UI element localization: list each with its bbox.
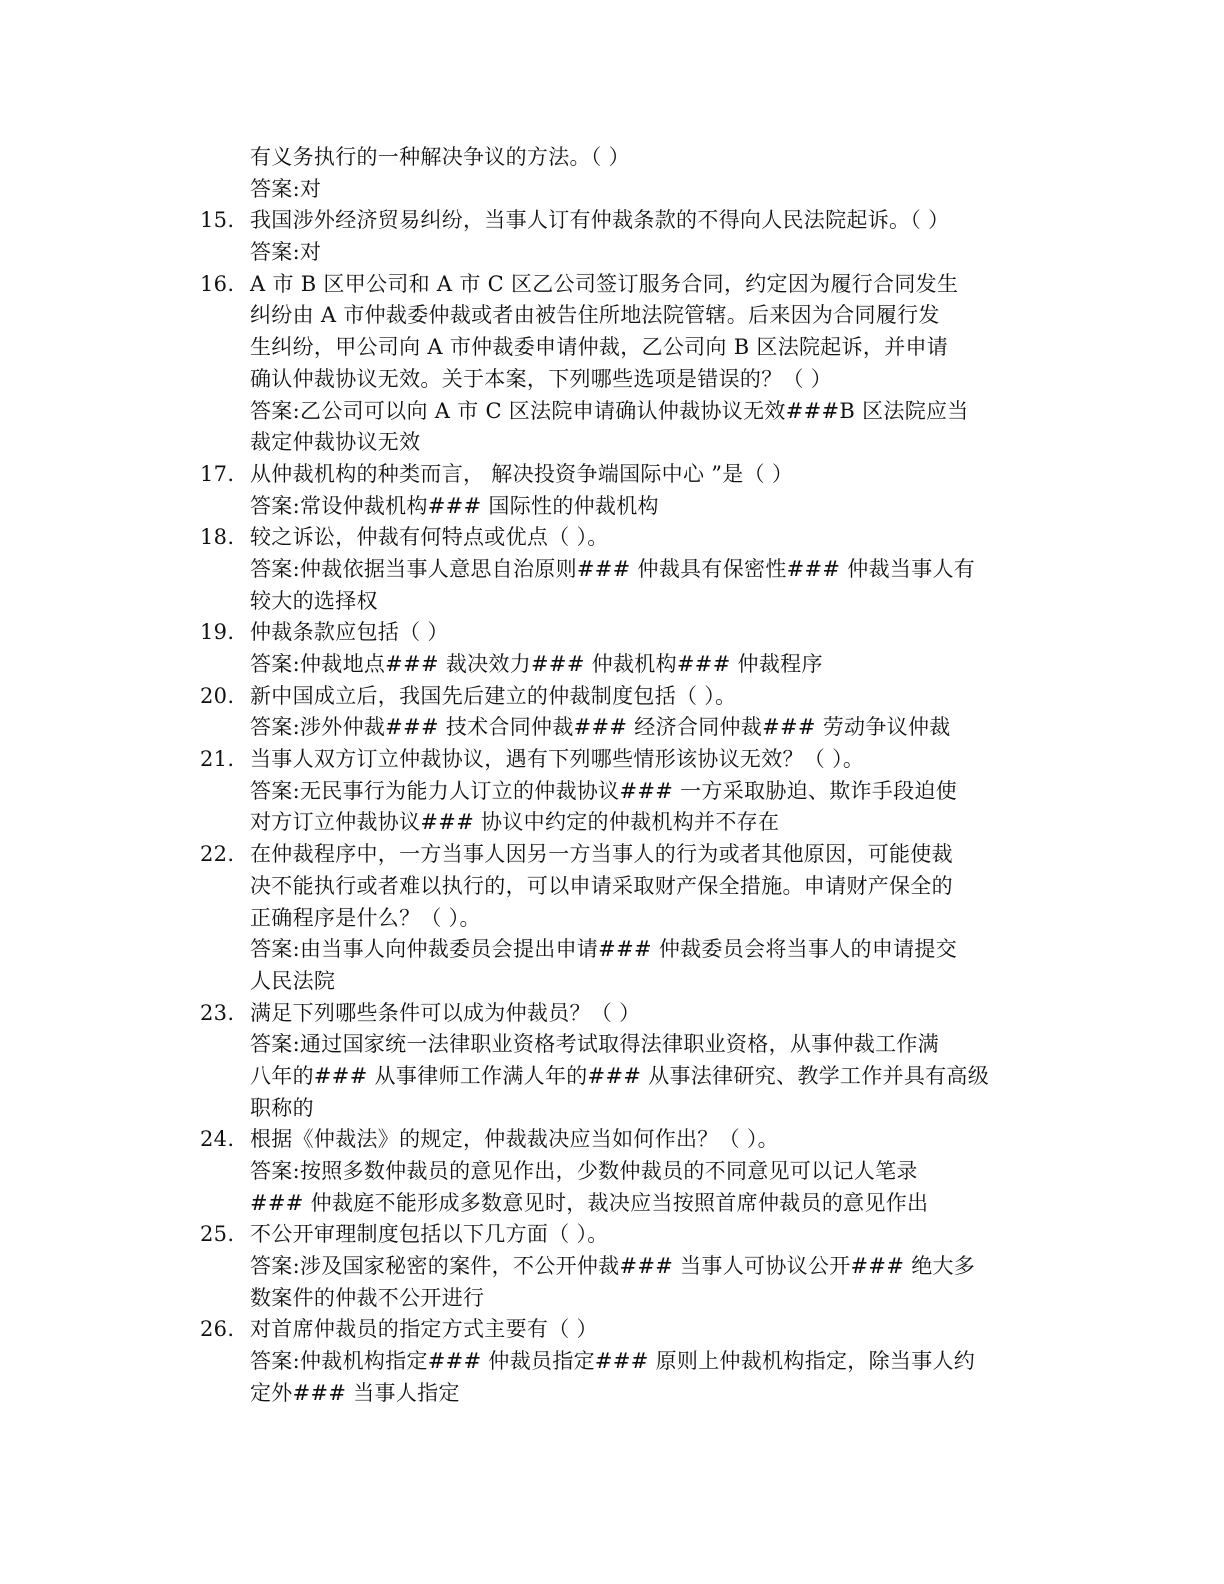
continued-question-text: 有义务执行的一种解决争议的方法。（ ）	[250, 145, 630, 169]
answer-line	[200, 1346, 1050, 1378]
question-line-continued	[200, 300, 1050, 332]
question-text: 确认仲裁协议无效。关于本案，下列哪些选项是错误的？（ ）	[250, 366, 833, 391]
question-number: 17.	[200, 461, 235, 486]
question-line	[200, 744, 1050, 776]
answer-line	[200, 1283, 1050, 1315]
answer-line	[200, 237, 1050, 269]
answer-text: 答案:对	[250, 240, 322, 265]
question-text: 从仲裁机构的种类而言， 解决投资争端国际中心 ”是（ ）	[250, 461, 794, 486]
question-text: 当事人双方订立仲裁协议，遇有下列哪些情形该协议无效？（ ）。	[250, 747, 865, 772]
question-line-continued	[200, 903, 1050, 935]
question-line	[200, 522, 1050, 554]
answer-line	[200, 712, 1050, 744]
answer-line	[200, 1093, 1050, 1125]
question-number: 20.	[200, 683, 235, 708]
answer-text: 答案:无民事行为能力人订立的仲裁协议### 一方采取胁迫、欺诈手段迫使	[250, 778, 958, 803]
question-text: A 市 B 区甲公司和 A 市 C 区乙公司签订服务合同，约定因为履行合同发生	[250, 271, 959, 296]
answer-line	[200, 1188, 1050, 1220]
question-number: 25.	[200, 1222, 235, 1247]
answer-line	[200, 1251, 1050, 1283]
question-text: 根据《仲裁法》的规定，仲裁裁决应当如何作出？（ ）。	[250, 1127, 779, 1152]
answer-text: 答案:常设仲裁机构### 国际性的仲裁机构	[250, 493, 659, 518]
question-number: 21.	[200, 747, 235, 772]
question-line	[200, 839, 1050, 871]
answer-text: 答案:乙公司可以向 A 市 C 区法院申请确认仲裁协议无效###B 区法院应当	[250, 398, 969, 423]
answer-text: ### 仲裁庭不能形成多数意见时，裁决应当按照首席仲裁员的意见作出	[250, 1190, 929, 1215]
answer-text: 数案件的仲裁不公开进行	[250, 1285, 485, 1310]
answer-line	[200, 1029, 1050, 1061]
question-number: 22.	[200, 842, 235, 867]
question-text: 正确程序是什么？（ ）。	[250, 905, 481, 930]
answer-text: 答案:仲裁地点### 裁决效力### 仲裁机构### 仲裁程序	[250, 652, 823, 676]
question-line-continued	[200, 364, 1050, 396]
answer-line	[200, 1378, 1050, 1410]
answer-text: 答案:通过国家统一法律职业资格考试取得法律职业资格，从事仲裁工作满	[250, 1032, 939, 1057]
question-line	[200, 205, 1050, 237]
answer-line	[200, 966, 1050, 998]
answer-text: 答案:由当事人向仲裁委员会提出申请### 仲裁委员会将当事人的申请提交	[250, 937, 958, 962]
answer-text: 职称的	[250, 1095, 314, 1120]
question-text: 满足下列哪些条件可以成为仲裁员？（ ）	[250, 1000, 641, 1025]
question-line	[200, 1124, 1050, 1156]
question-text: 决不能执行或者难以执行的，可以申请采取财产保全措施。申请财产保全的	[250, 873, 953, 898]
answer-line	[200, 934, 1050, 966]
answer-line	[200, 586, 1050, 618]
answer-line	[200, 396, 1050, 428]
answer-line	[200, 491, 1050, 523]
answer-text: 定外### 当事人指定	[250, 1380, 460, 1405]
question-text: 在仲裁程序中，一方当事人因另一方当事人的行为或者其他原因，可能使裁	[250, 842, 953, 867]
answer-line	[200, 1156, 1050, 1188]
answer-line	[200, 807, 1050, 839]
answer-text: 对方订立仲裁协议### 协议中约定的仲裁机构并不存在	[250, 810, 780, 835]
question-text: 生纠纷，甲公司向 A 市仲裁委申请仲裁，乙公司向 B 区法院起诉，并申请	[250, 335, 949, 360]
question-number: 24.	[200, 1127, 235, 1152]
question-line	[200, 1219, 1050, 1251]
continued-answer: 答案:对	[250, 176, 322, 201]
answer-text: 答案:涉外仲裁### 技术合同仲裁### 经济合同仲裁### 劳动争议仲裁	[250, 715, 951, 740]
answer-text: 八年的### 从事律师工作满人年的### 从事法律研究、教学工作并具有高级	[250, 1063, 990, 1088]
answer-text: 答案:仲裁机构指定### 仲裁员指定### 原则上仲裁机构指定，除当事人约	[250, 1349, 976, 1374]
question-number: 16.	[200, 271, 235, 296]
question-number: 23.	[200, 1000, 235, 1025]
answer-text: 较大的选择权	[250, 588, 378, 613]
question-text: 纠纷由 A 市仲裁委仲裁或者由被告住所地法院管辖。后来因为合同履行发	[250, 303, 940, 328]
answer-text: 答案:仲裁依据当事人意思自治原则### 仲裁具有保密性### 仲裁当事人有	[250, 556, 976, 581]
question-list	[200, 142, 1050, 1410]
question-text: 新中国成立后，我国先后建立的仲裁制度包括（ ）。	[250, 683, 737, 708]
answer-text: 答案:按照多数仲裁员的意见作出，少数仲裁员的不同意见可以记人笔录	[250, 1159, 918, 1183]
question-text: 不公开审理制度包括以下几方面（ ）。	[250, 1222, 609, 1247]
answer-text: 裁定仲裁协议无效	[250, 430, 421, 455]
answer-text: 答案:涉及国家秘密的案件，不公开仲裁### 当事人可协议公开### 绝大多	[250, 1254, 976, 1279]
question-line	[200, 1314, 1050, 1346]
question-text: 仲裁条款应包括（ ）	[250, 620, 449, 645]
question-number: 15.	[200, 208, 235, 233]
question-number: 19.	[200, 620, 235, 645]
question-number: 18.	[200, 525, 235, 550]
question-number: 26.	[200, 1317, 235, 1342]
answer-line	[200, 1061, 1050, 1093]
question-line	[200, 681, 1050, 713]
answer-line	[200, 427, 1050, 459]
answer-line	[200, 649, 1050, 681]
question-line	[200, 459, 1050, 491]
question-text: 我国涉外经济贸易纠纷，当事人订有仲裁条款的不得向人民法院起诉。（ ）	[250, 208, 950, 233]
question-text: 较之诉讼，仲裁有何特点或优点（ ）。	[250, 525, 609, 550]
question-line-continued	[200, 332, 1050, 364]
question-line	[200, 269, 1050, 301]
question-text: 对首席仲裁员的指定方式主要有（ ）	[250, 1317, 598, 1342]
answer-line	[200, 776, 1050, 808]
answer-line	[200, 554, 1050, 586]
question-line-continued	[200, 871, 1050, 903]
question-line	[200, 998, 1050, 1030]
answer-text: 人民法院	[250, 968, 336, 993]
question-line	[200, 617, 1050, 649]
